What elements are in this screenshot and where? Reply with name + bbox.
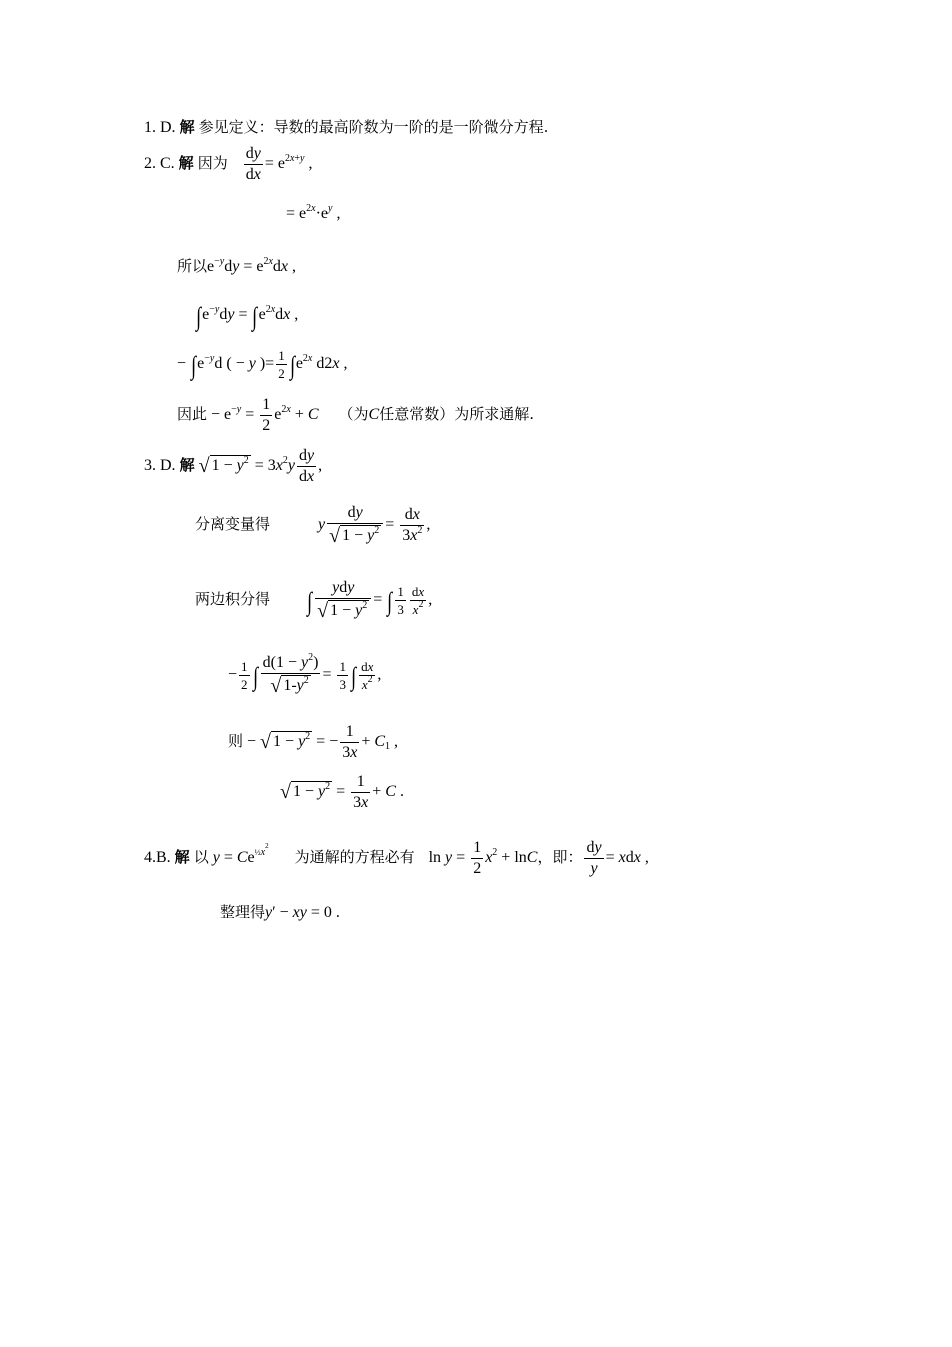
- item-2-line-1: [144, 146, 312, 183]
- item-4-ie: ，即：: [537, 848, 583, 867]
- item-4-mid: 为通解的方程必有: [294, 848, 415, 867]
- item-2-line-4: [195, 304, 298, 330]
- item-3-step1: 分离变量得: [195, 515, 271, 534]
- item-2-note-tail: 任意常数）为所求通解.: [379, 405, 534, 424]
- item-3-line-4: [228, 652, 382, 697]
- equation-4-2: ln y = $\frac{1}{2}$ $x^2 + \ln C$: [428, 839, 538, 877]
- item-2-jie: 解: [178, 154, 194, 173]
- item-2-line-3: [177, 256, 297, 275]
- item-3-step2: 两边积分得: [195, 590, 271, 609]
- equation-3-3: ∫ $\frac{\text{ydy}}{√ 1 - y^2}$ = ∫ $\frac{1}{3}$ $\frac{dx}{x^2}$ ,: [307, 579, 433, 622]
- item-4-tail: 整理得: [220, 903, 266, 921]
- item-1-number: 1. D.: [144, 119, 176, 136]
- item-4-number: 4.B.: [144, 849, 171, 867]
- item-3-step4: 则: [228, 732, 244, 751]
- item-3-line-3: [195, 580, 432, 621]
- item-3-line-5: [228, 724, 398, 761]
- item-1-jie: 解: [179, 118, 195, 136]
- equation-4-4: y′ − xy = 0 .: [265, 904, 340, 921]
- item-3-line-6: [280, 774, 404, 811]
- item-4-line-2: [220, 905, 340, 921]
- equation-2-1: $\frac{dy}{dx}$ = $e^{2x+y}$ ,: [245, 145, 313, 183]
- item-3-line-2: [195, 505, 430, 546]
- item-2-line2-prefix: 所以: [177, 257, 208, 275]
- item-3-line-1: [144, 448, 322, 485]
- item-2-lead: 因为: [197, 154, 228, 173]
- item-2-line-5: [177, 349, 347, 380]
- equation-2-4: $\int e^{-y}dy = \int e^{2x}dx$ ,: [196, 302, 299, 331]
- item-2-line-2: [286, 203, 341, 222]
- item-2-line-6: [177, 397, 534, 434]
- item-4-jie: 解: [174, 848, 190, 867]
- item-4-lead: 以: [193, 848, 209, 867]
- item-2-note: （为: [338, 405, 369, 424]
- equation-3-4: − $\frac{1}{2}$ ∫ $\frac{d(1 - y^2)}{√ 1-y^2}$ = $\frac{1}{3}$ ∫ $\frac{dx}{x^2}$ ,: [228, 652, 382, 697]
- item-3-jie: 解: [179, 456, 195, 475]
- equation-2-5: − $\int e^{-y}d$ ( − y )= $\frac{1}{2}$ $\int e^{2x}$ d2x ,: [177, 348, 348, 381]
- item-2-number: 2. C.: [144, 155, 175, 173]
- item-3-number: 3. D.: [144, 457, 176, 475]
- equation-3-6: √ $1 - y^2$ = $\frac{1}{3x}$ + C .: [280, 773, 404, 811]
- item-4-line-1: [144, 840, 649, 877]
- equation-4-1: $y = Ce^{\frac{1}{2}x^2}$: [212, 842, 269, 867]
- equation-4-3: $\frac{dy}{y}$ = xdx ,: [586, 839, 649, 877]
- equation-2-3: $e^{-y}dy = e^{2x}dx$ ,: [207, 256, 297, 275]
- equation-3-2: y $\frac{dy}{√ 1 - y^2}$ = $\frac{dx}{3x^2}$ ,: [318, 504, 431, 547]
- item-2-line6-prefix: 因此: [177, 405, 208, 424]
- equation-2-6: − $e^{-y}$ = $\frac{1}{2}$ $e^{2x} + C$: [211, 396, 319, 434]
- item-1-text: 参见定义：导数的最高阶数为一阶的是一阶微分方程.: [198, 118, 549, 136]
- item-1: [144, 120, 548, 136]
- item-2-note-var: C: [368, 406, 380, 424]
- equation-2-2: = $e^{2x}\cdot e^y$ ,: [286, 203, 341, 222]
- equation-3-5: − √ $1 - y^2$ = − $\frac{1}{3x}$ + $C_1$ ,: [247, 723, 399, 761]
- equation-3-1: √ $1 - y^2 = 3x^2y$ $\frac{dy}{dx}$ ,: [198, 447, 323, 485]
